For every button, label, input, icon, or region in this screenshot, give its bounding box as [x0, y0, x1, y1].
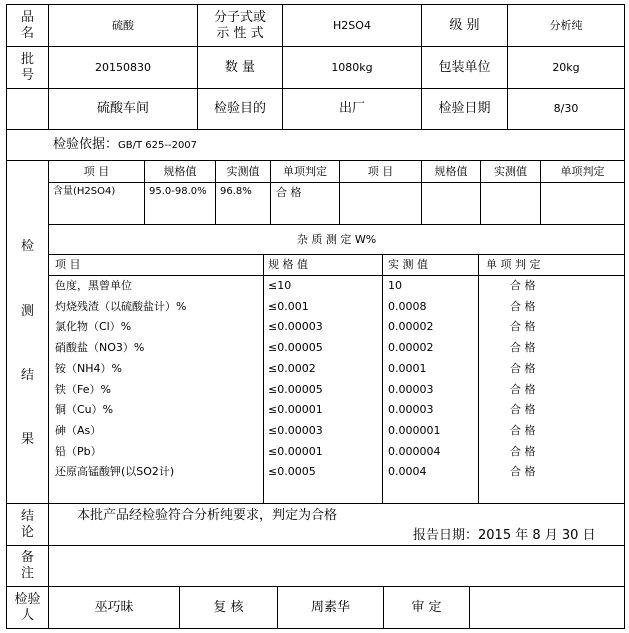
basis-value: GB/T 625--2007 [118, 140, 198, 151]
product-name-label [7, 5, 48, 46]
package-label: 包装单位 [438, 59, 491, 75]
purpose-value: 出厂 [338, 101, 365, 117]
impurity-spec: ≤0.0002 [268, 361, 316, 375]
impurity-actual: 0.00003 [388, 382, 434, 396]
impurity-actual: 0.00003 [388, 403, 434, 417]
inspector-value: 巫巧昧 [94, 599, 134, 615]
basis-line [53, 137, 197, 153]
report-date-label: 报告日期： [413, 528, 479, 543]
main-header-result: 单项判定 [283, 164, 327, 178]
approve-value [470, 587, 624, 628]
impurity-item: 铅（Pb） [55, 444, 102, 458]
conclusion-label-line-2: 论 [20, 524, 34, 540]
batch-value: 20150830 [95, 60, 151, 74]
impurity-spec: ≤0.0005 [268, 465, 316, 479]
impurity-item: 硝酸盐（NO3）% [55, 341, 145, 355]
main-content-actual: 96.8% [220, 186, 252, 197]
impurity-result: 合 格 [510, 361, 536, 375]
impurity-spec: ≤0.00003 [268, 320, 323, 334]
impurity-item: 色度，黑曾单位 [55, 279, 132, 292]
impurity-spec: ≤0.00005 [268, 382, 323, 396]
main-header-actual-2: 实测值 [494, 164, 527, 178]
impurity-actual: 10 [388, 279, 402, 292]
remark-label-line-2: 注 [20, 566, 34, 581]
remark-label-line-1: 备 [20, 550, 34, 566]
purpose-label: 检验目的 [213, 101, 266, 117]
section-label-char-2: 测 [20, 304, 34, 320]
main-content-spec: 95.0-98.0% [149, 186, 207, 197]
main-header-actual: 实测值 [226, 164, 260, 178]
remark-label [7, 546, 48, 586]
batch-label-line-2: 号 [20, 67, 34, 83]
batch-label-line-1: 批 [20, 51, 34, 67]
impurity-spec: ≤0.00001 [268, 403, 323, 417]
batch-label [7, 47, 48, 88]
conclusion-label [7, 504, 48, 545]
impurity-actual: 0.000004 [388, 444, 441, 458]
section-label-char-1: 检 [20, 239, 34, 255]
inspection-date-label: 检验日期 [438, 101, 491, 117]
main-header-item: 项 目 [83, 164, 110, 178]
conclusion-label-line-1: 结 [20, 508, 34, 524]
impurity-spec: ≤0.00005 [268, 341, 323, 355]
main-content-result: 合 格 [276, 186, 302, 199]
inspector-label [7, 587, 48, 628]
impurity-item: 铵（NH4）% [55, 361, 122, 375]
conclusion-text: 本批产品经检验符合分析纯要求，判定为合格 [77, 508, 338, 523]
impurity-item: 还原高锰酸钾(以SO2计) [55, 465, 175, 479]
impurity-spec: ≤10 [268, 279, 292, 292]
formula-label-line-2: 示 性 式 [216, 25, 264, 41]
report-date-value: 2015 年 8 月 30 日 [478, 528, 596, 543]
review-value: 周素华 [310, 599, 350, 615]
impurity-result: 合 格 [510, 465, 536, 479]
main-header-result-2: 单项判定 [560, 164, 605, 178]
main-header-spec: 规格值 [163, 164, 197, 178]
impurity-result: 合 格 [510, 444, 536, 458]
approve-label: 审 定 [411, 599, 442, 615]
impurity-item: 铁（Fe）% [55, 382, 111, 396]
impurity-actual: 0.000001 [388, 423, 441, 437]
grade-value: 分析纯 [549, 18, 583, 32]
impurity-result: 合 格 [510, 403, 536, 417]
impurity-actual: 0.0004 [388, 465, 427, 479]
report-date [413, 528, 596, 544]
impurity-result: 合 格 [510, 382, 536, 396]
impurity-actual: 0.0001 [388, 361, 427, 375]
main-content-item: 含量(H2SO4) [53, 186, 116, 197]
impurity-item: 氯化物（Cl）% [55, 320, 132, 334]
section-label-char-4: 果 [20, 432, 34, 448]
impurity-result: 合 格 [510, 299, 536, 313]
basis-label: 检验依据： [53, 137, 119, 152]
grade-label: 级 别 [449, 17, 480, 33]
workshop-value: 硫酸车间 [96, 101, 149, 117]
impurity-result: 合 格 [510, 279, 536, 292]
inspector-label-line-2: 人 [20, 607, 34, 623]
impurity-result: 合 格 [510, 320, 536, 334]
package-value: 20kg [552, 60, 580, 74]
impurity-spec: ≤0.00003 [268, 423, 323, 437]
impurity-result: 合 格 [510, 341, 536, 355]
impurity-header-result: 单 项 判 定 [486, 258, 541, 271]
inspector-label-line-1: 检验 [14, 591, 41, 607]
impurity-spec: ≤0.00001 [268, 444, 323, 458]
impurity-item: 灼烧残渣（以硫酸盐计）% [55, 299, 187, 313]
quantity-label: 数 量 [224, 59, 256, 75]
impurity-result: 合 格 [510, 423, 536, 437]
impurity-header-actual: 实 测 值 [388, 258, 428, 271]
product-name-value: 硫酸 [112, 18, 134, 32]
impurity-header-item: 项 目 [55, 258, 81, 271]
impurity-item: 铜（Cu）% [55, 403, 114, 417]
main-header-item-2: 项 目 [367, 164, 394, 178]
formula-value: H2SO4 [333, 18, 371, 32]
impurity-actual: 0.0008 [388, 299, 427, 313]
main-header-spec-2: 规格值 [434, 164, 468, 178]
product-name-label-line-2: 名 [20, 25, 34, 41]
section-label-char-3: 结 [20, 368, 34, 384]
inspection-date-value: 8/30 [553, 102, 579, 116]
impurities-title: 杂 质 测 定 W% [296, 232, 377, 246]
product-name-label-line-1: 品 [20, 9, 34, 25]
impurity-header-spec: 规 格 值 [268, 258, 308, 271]
impurity-item: 砷（As） [55, 423, 102, 437]
impurity-actual: 0.00002 [388, 341, 434, 355]
impurity-actual: 0.00002 [388, 320, 434, 334]
formula-label [198, 5, 282, 46]
quantity-value: 1080kg [331, 60, 373, 74]
impurity-spec: ≤0.001 [268, 299, 309, 313]
review-label: 复 核 [213, 599, 244, 615]
formula-label-line-1: 分子式或 [213, 9, 266, 25]
